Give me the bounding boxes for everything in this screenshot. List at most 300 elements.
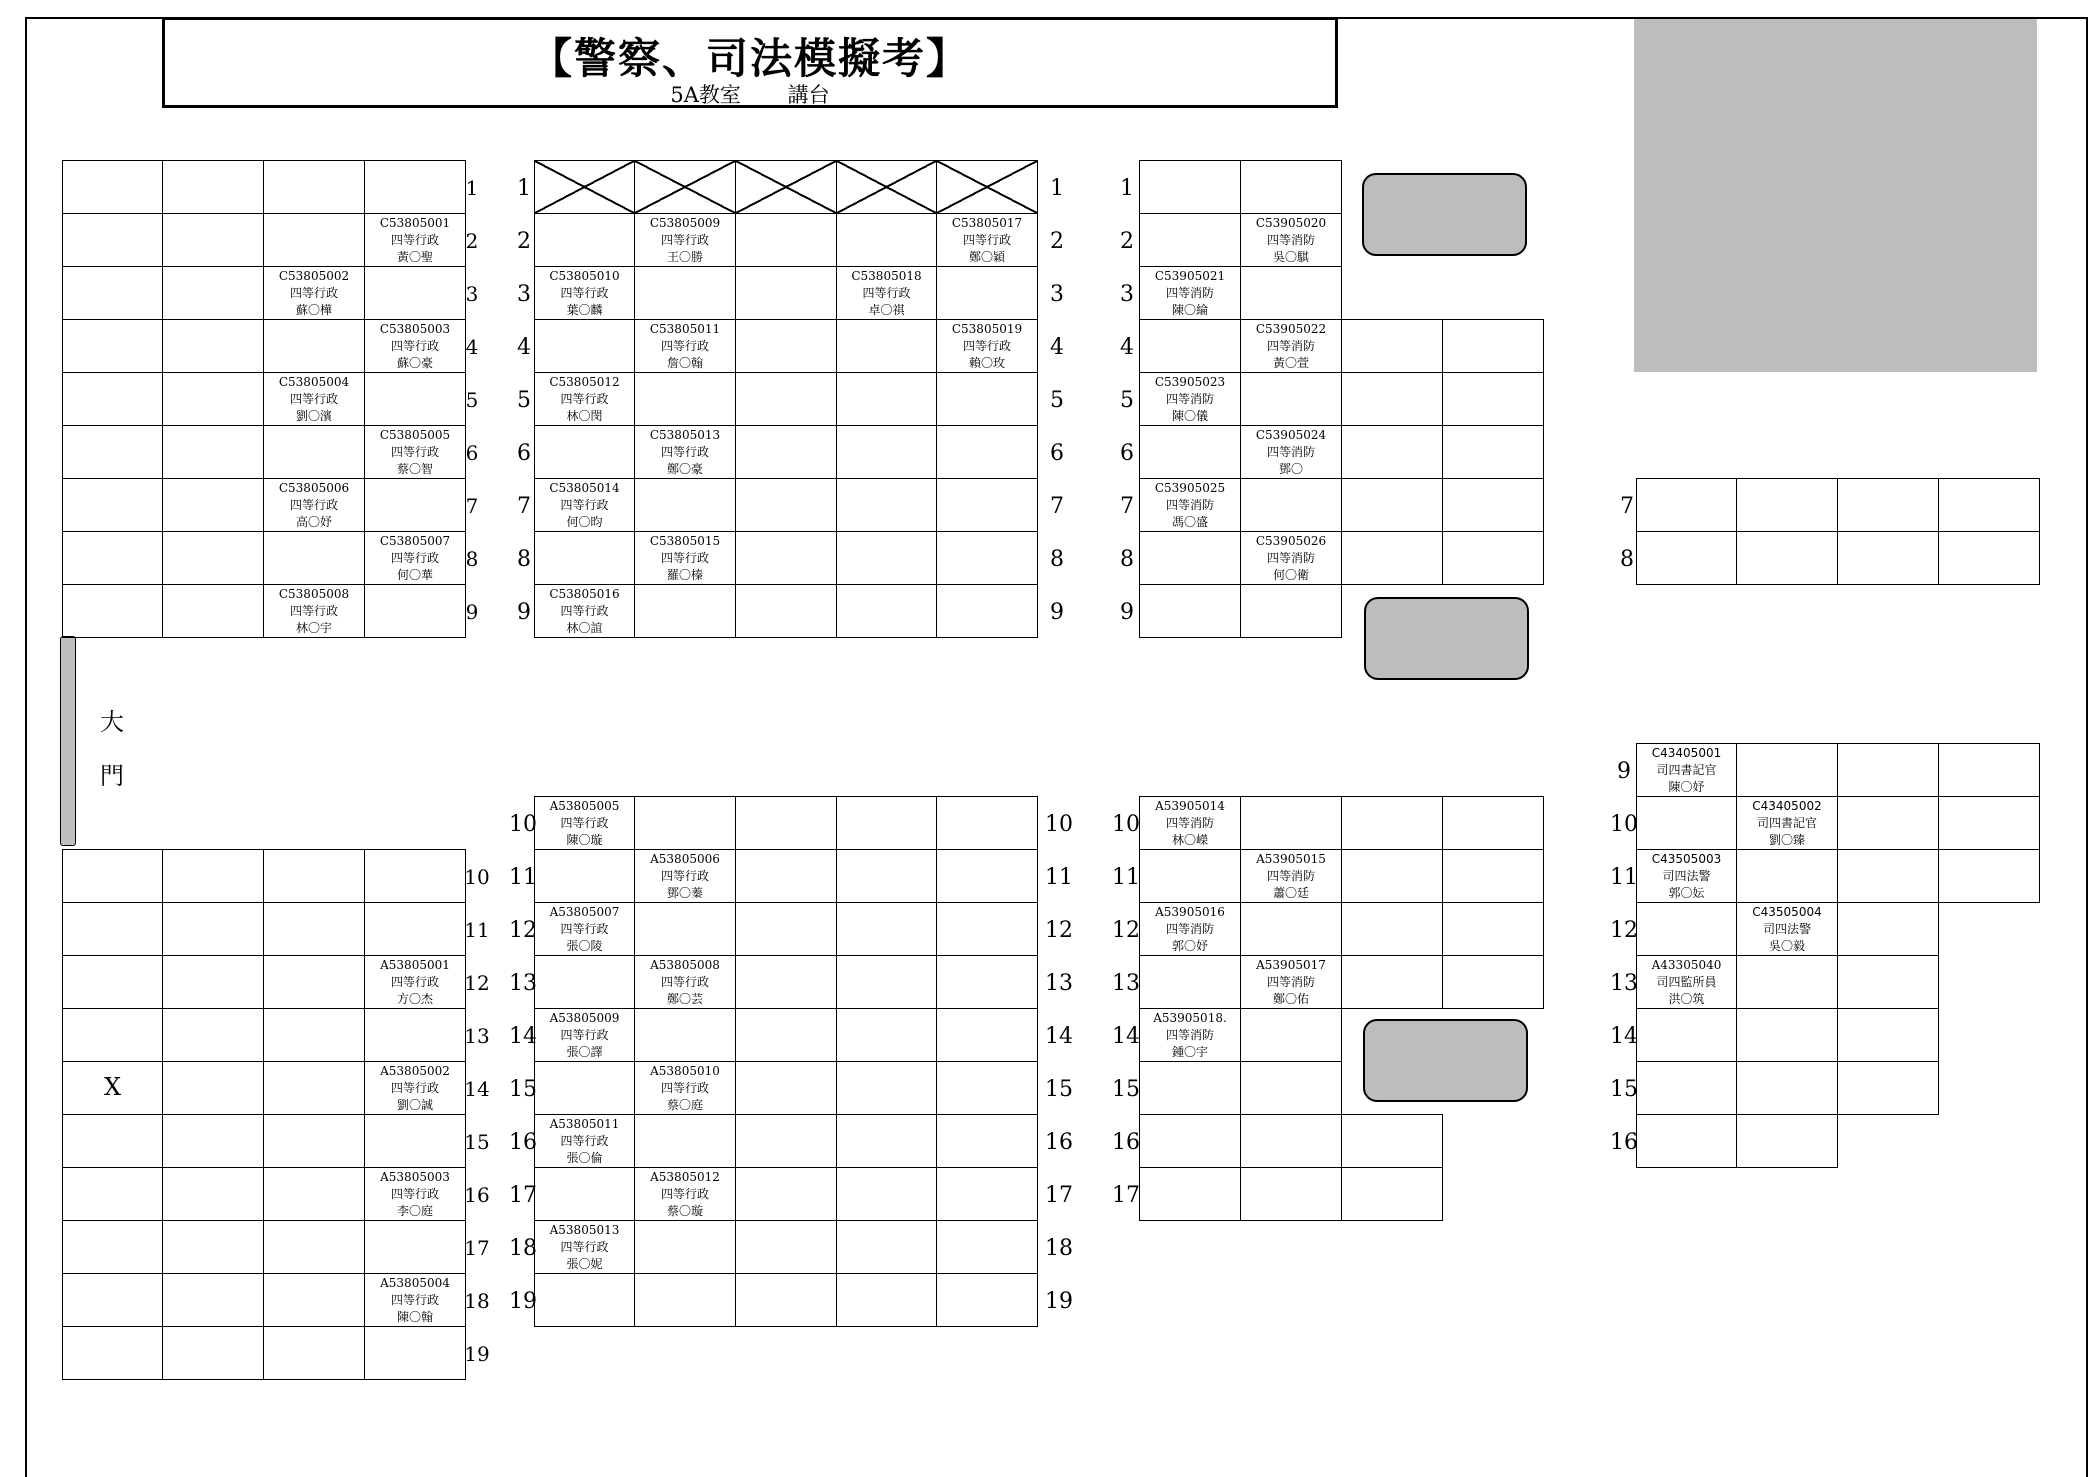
row-number: 19 [1045, 1289, 1073, 1314]
seat-name: 何〇衛 [1272, 567, 1309, 582]
seat-name: 吳〇毅 [1768, 938, 1805, 953]
seat [365, 161, 466, 214]
seat [837, 797, 937, 850]
seat-id: A53905016 [1155, 904, 1225, 919]
row-number: 2 [1120, 229, 1134, 254]
seat-A53805008 [635, 956, 736, 1009]
seat [163, 1062, 264, 1115]
seat [1637, 532, 1737, 585]
seat-dept: 四等消防 [1165, 497, 1214, 512]
seat-name: 陳〇綸 [1171, 302, 1208, 317]
seat-C53805006 [264, 479, 365, 532]
seat [365, 267, 466, 320]
row-numbers-top-center-right [1044, 162, 1070, 639]
seat [63, 1168, 163, 1221]
seat [736, 1062, 837, 1115]
seat-id: C53805006 [278, 480, 350, 495]
seat-dept: 四等行政 [962, 232, 1011, 247]
seat [837, 373, 937, 426]
seat-C53805005 [365, 426, 466, 479]
seat-dept: 四等行政 [660, 550, 709, 565]
seat-id: C53805008 [278, 586, 350, 601]
seat [63, 267, 163, 320]
seat [63, 903, 163, 956]
seat-unavailable [635, 161, 736, 214]
seat [264, 1168, 365, 1221]
seat [1140, 214, 1241, 267]
seat [63, 373, 163, 426]
seat-id: A53805011 [549, 1116, 620, 1131]
seat-name: 蔡〇智 [396, 461, 433, 476]
row-number: 17 [509, 1183, 537, 1208]
seat-A53905016 [1140, 903, 1241, 956]
seat-dept: 四等消防 [1266, 868, 1315, 883]
seat [163, 267, 264, 320]
seat-name: 林〇閔 [566, 408, 603, 423]
seat-C53905022 [1241, 320, 1342, 373]
seat-A43305040 [1637, 956, 1737, 1009]
seat [163, 373, 264, 426]
seat [63, 426, 163, 479]
seat-name: 張〇妮 [566, 1256, 603, 1271]
seat-dept: 四等行政 [390, 550, 439, 565]
seat [365, 850, 466, 903]
row-number: 17 [1045, 1183, 1073, 1208]
row-number: 7 [1050, 494, 1064, 519]
row-number: 1 [517, 176, 531, 201]
row-number: 14 [509, 1024, 537, 1049]
seat-name: 蕭〇廷 [1272, 885, 1309, 900]
seat-id: C53905021 [1154, 268, 1226, 283]
row-numbers-bottom-left [464, 851, 490, 1381]
row-number: 11 [464, 918, 490, 942]
seat-dept: 四等消防 [1266, 974, 1315, 989]
seat-A53805010 [635, 1062, 736, 1115]
seat-name: 羅〇榛 [666, 567, 703, 582]
seat [264, 956, 365, 1009]
seat [1838, 956, 1939, 1009]
seat [1838, 1062, 1939, 1115]
seat-A53805011 [535, 1115, 635, 1168]
row-number: 1 [1050, 176, 1064, 201]
seat [1241, 797, 1342, 850]
row-number: 9 [1617, 759, 1631, 784]
seat-name: 洪〇筑 [1668, 991, 1705, 1006]
row-number: 13 [1045, 971, 1073, 996]
seat-id: A53805003 [380, 1169, 450, 1184]
seat [535, 1168, 635, 1221]
seat-name: 吳〇騏 [1272, 249, 1309, 264]
seat-id: A53905017 [1256, 957, 1326, 972]
seat [837, 1009, 937, 1062]
row-number: 15 [1045, 1077, 1073, 1102]
seat [1241, 903, 1342, 956]
seat [1737, 479, 1838, 532]
seat-dept: 四等消防 [1266, 444, 1315, 459]
seat [1637, 1115, 1737, 1168]
seat-A53905017 [1241, 956, 1342, 1009]
seat [635, 1115, 736, 1168]
seat-unavailable [937, 161, 1038, 214]
podium-label: 講台 [787, 83, 830, 107]
seat [163, 1009, 264, 1062]
seat [365, 1115, 466, 1168]
seat-id: C53805001 [379, 215, 451, 230]
seat [264, 426, 365, 479]
seat [1637, 479, 1737, 532]
row-number: 16 [464, 1183, 490, 1207]
seat-C53805008 [264, 585, 365, 638]
row-number: 17 [464, 1236, 490, 1260]
seat-id: C43405001 [1651, 745, 1722, 760]
seat-id: A53805002 [380, 1063, 450, 1078]
seat [1637, 1009, 1737, 1062]
seat-C53905021 [1140, 267, 1241, 320]
seat-id: C53805015 [649, 533, 721, 548]
row-number: 6 [1050, 441, 1064, 466]
seat-dept: 四等行政 [660, 444, 709, 459]
row-number: 4 [1050, 335, 1064, 360]
seat [1342, 426, 1443, 479]
seat [264, 532, 365, 585]
row-number: 10 [509, 812, 537, 837]
seat-id: A53805004 [380, 1275, 450, 1290]
seat [837, 585, 937, 638]
seat-name: 何〇昀 [566, 514, 603, 529]
main-door [60, 636, 76, 846]
seat-C43405002 [1737, 797, 1838, 850]
seat-id: C53805009 [649, 215, 721, 230]
seat [163, 850, 264, 903]
row-number: 15 [509, 1077, 537, 1102]
seat-name: 鄧〇蓁 [666, 885, 703, 900]
seat [1342, 532, 1443, 585]
seat [736, 850, 837, 903]
seat-name: 鍾〇宇 [1171, 1044, 1208, 1059]
seat-dept: 司四法警 [1762, 921, 1811, 936]
seat-unavailable [837, 161, 937, 214]
row-number: 14 [464, 1077, 490, 1101]
seat-C53905020 [1241, 214, 1342, 267]
seat [1838, 1009, 1939, 1062]
seat-name: 何〇華 [396, 567, 433, 582]
seat [736, 903, 837, 956]
seat [1737, 1009, 1838, 1062]
seat-block-far-right-lower-b [1636, 902, 1939, 1115]
seat [837, 479, 937, 532]
seat-C53905024 [1241, 426, 1342, 479]
seat-dept: 四等行政 [660, 974, 709, 989]
seat-A53805004 [365, 1274, 466, 1327]
seat [1443, 426, 1544, 479]
seat-id: A53805001 [380, 957, 450, 972]
seat [1838, 532, 1939, 585]
seat [1241, 1115, 1342, 1168]
seat [63, 1274, 163, 1327]
seat-name: 張〇陵 [566, 938, 603, 953]
seat [264, 161, 365, 214]
seat [1737, 744, 1838, 797]
row-number: 16 [1112, 1130, 1140, 1155]
seat-id: C53805005 [379, 427, 451, 442]
seat-dept: 四等消防 [1165, 1027, 1214, 1042]
seat-id: C43505003 [1651, 851, 1722, 866]
seat-id: A53805005 [549, 798, 620, 813]
seat [365, 1009, 466, 1062]
seat [1443, 373, 1544, 426]
seat [937, 1168, 1038, 1221]
seat-name: 陳〇璇 [566, 832, 603, 847]
seat-C53805013 [635, 426, 736, 479]
seat [1140, 956, 1241, 1009]
seat-id: C53805014 [549, 480, 620, 495]
seat [1140, 1115, 1241, 1168]
row-number: 1 [1120, 176, 1134, 201]
seat-id: C53805018 [851, 268, 922, 283]
seat [365, 1221, 466, 1274]
seat [937, 1221, 1038, 1274]
seat-name: 王〇勝 [666, 249, 703, 264]
row-number: 13 [464, 1024, 490, 1048]
row-number: 15 [1112, 1077, 1140, 1102]
row-number: 11 [1112, 865, 1140, 890]
seat-block-far-right-lower-a [1636, 743, 2040, 903]
seat [1443, 479, 1544, 532]
row-number: 14 [1610, 1024, 1638, 1049]
seat-id: C53805012 [549, 374, 620, 389]
seat [163, 903, 264, 956]
seat [1140, 426, 1241, 479]
seat [264, 214, 365, 267]
row-number: 14 [1045, 1024, 1073, 1049]
seat [736, 585, 837, 638]
seat-C43505004 [1737, 903, 1838, 956]
seat-id: C53905023 [1154, 374, 1226, 389]
seat [163, 426, 264, 479]
seat-C53805014 [535, 479, 635, 532]
seat [1241, 585, 1342, 638]
row-number: 12 [1045, 918, 1073, 943]
row-number: 12 [1610, 918, 1638, 943]
seat-dept: 四等行政 [560, 1133, 609, 1148]
row-number: 9 [1120, 600, 1134, 625]
seat-dept: 四等行政 [289, 391, 338, 406]
seat-id: C53905026 [1255, 533, 1327, 548]
seat [1443, 320, 1544, 373]
title-box [162, 17, 1338, 108]
row-number: 2 [1050, 229, 1064, 254]
seat-dept: 四等行政 [962, 338, 1011, 353]
seat-dept: 四等行政 [390, 1186, 439, 1201]
row-number: 16 [509, 1130, 537, 1155]
seat [535, 956, 635, 1009]
seat-C43505003 [1637, 850, 1737, 903]
seat-block-top-right-c [1139, 584, 1342, 638]
seat [1737, 532, 1838, 585]
seat-A53805012 [635, 1168, 736, 1221]
seat [535, 320, 635, 373]
row-number: 7 [517, 494, 531, 519]
seat [736, 797, 837, 850]
seat-unavailable [736, 161, 837, 214]
seat [635, 267, 736, 320]
seat [937, 1115, 1038, 1168]
seat [535, 1062, 635, 1115]
seat [1342, 903, 1443, 956]
seat-C53905025 [1140, 479, 1241, 532]
seat-A53805002 [365, 1062, 466, 1115]
row-number: 13 [1112, 971, 1140, 996]
seat [1838, 797, 1939, 850]
seat [163, 214, 264, 267]
seat-name: 葉〇麟 [566, 302, 603, 317]
seat [365, 373, 466, 426]
seat-name: 劉〇誠 [396, 1097, 433, 1112]
seat [1637, 903, 1737, 956]
row-number: 8 [465, 547, 479, 571]
seat [937, 585, 1038, 638]
seat-dept: 四等行政 [660, 232, 709, 247]
seat-block-bottom-center [534, 796, 1038, 1327]
seat [736, 1274, 837, 1327]
seat-A53805006 [635, 850, 736, 903]
seat-dept: 四等行政 [560, 497, 609, 512]
seat [264, 1115, 365, 1168]
row-number: 5 [465, 388, 479, 412]
seat [736, 956, 837, 1009]
seat [736, 1221, 837, 1274]
seat-name: 馮〇盛 [1171, 514, 1208, 529]
seat [937, 267, 1038, 320]
seat [736, 1115, 837, 1168]
row-number: 16 [1610, 1130, 1638, 1155]
seat-dept: 四等行政 [289, 603, 338, 618]
seat [163, 1168, 264, 1221]
seat-A53805003 [365, 1168, 466, 1221]
seat [163, 532, 264, 585]
seat-C53805004 [264, 373, 365, 426]
seat-id: C53805007 [379, 533, 451, 548]
row-number: 10 [1045, 812, 1073, 837]
seat [264, 1009, 365, 1062]
seat [1140, 320, 1241, 373]
seat-name: 林〇宇 [295, 620, 332, 635]
seat-name: 陳〇翰 [396, 1309, 433, 1324]
seat-name: 蔡〇璇 [666, 1203, 703, 1218]
seat [1342, 797, 1443, 850]
seat-dept: 四等行政 [289, 285, 338, 300]
seat [1838, 744, 1939, 797]
row-number: 18 [464, 1289, 490, 1313]
seat-id: A53805008 [650, 957, 720, 972]
seat-A53905015 [1241, 850, 1342, 903]
seat [736, 426, 837, 479]
seat-name: 郭〇妘 [1668, 885, 1705, 900]
seat-dept: 四等消防 [1266, 550, 1315, 565]
seat [937, 797, 1038, 850]
row-number: 8 [1050, 547, 1064, 572]
seat-name: 張〇倫 [566, 1150, 603, 1165]
seat-id: C53805017 [951, 215, 1023, 230]
seat [535, 214, 635, 267]
seat [264, 1221, 365, 1274]
row-numbers-bottom-right [1112, 798, 1140, 1222]
seat [163, 320, 264, 373]
seat [1838, 903, 1939, 956]
row-number: 6 [1120, 441, 1134, 466]
seat [837, 1062, 937, 1115]
seat-name: 蘇〇豪 [396, 355, 433, 370]
seat-dept: 四等行政 [560, 921, 609, 936]
seat-name: 詹〇翰 [666, 355, 703, 370]
seat [837, 1168, 937, 1221]
seat [837, 1221, 937, 1274]
seat-id: C43505004 [1752, 904, 1822, 919]
seat [1140, 850, 1241, 903]
seat [63, 1221, 163, 1274]
seat-C53805010 [535, 267, 635, 320]
row-numbers-top-right [1117, 162, 1137, 639]
row-number: 2 [517, 229, 531, 254]
row-number: 15 [464, 1130, 490, 1154]
seat [63, 479, 163, 532]
reserved-gray-area [1634, 19, 2037, 372]
seat [635, 479, 736, 532]
seat [1939, 532, 2040, 585]
seat [837, 320, 937, 373]
seat [937, 532, 1038, 585]
seat [1241, 479, 1342, 532]
seat [635, 373, 736, 426]
row-number: 12 [464, 971, 490, 995]
seat [1241, 373, 1342, 426]
seat-name: 卓〇祺 [868, 302, 905, 317]
seat-dept: 四等消防 [1165, 285, 1214, 300]
row-number: 1 [465, 176, 479, 200]
row-number: 18 [1045, 1236, 1073, 1261]
pillar-block-3 [1363, 1019, 1528, 1102]
row-number: 4 [465, 335, 479, 359]
row-number: 19 [464, 1342, 490, 1366]
room-podium-line [165, 79, 1335, 109]
seat-id: A53805006 [650, 851, 720, 866]
seat [736, 1009, 837, 1062]
row-number: 9 [465, 600, 479, 624]
seat-C53905023 [1140, 373, 1241, 426]
seat-id: C53805019 [951, 321, 1023, 336]
seat-C53805017 [937, 214, 1038, 267]
seat [837, 850, 937, 903]
seat [837, 903, 937, 956]
seat-block-top-left [62, 160, 466, 638]
seat [163, 479, 264, 532]
seat-dept: 四等行政 [390, 1292, 439, 1307]
seat-dept: 四等行政 [560, 391, 609, 406]
door-label-1: 大 [100, 708, 124, 736]
seat-dept: 四等消防 [1165, 391, 1214, 406]
seat-dept: 司四書記官 [1656, 762, 1717, 777]
seat-id: A53805007 [549, 904, 620, 919]
seat [1443, 956, 1544, 1009]
row-number: 9 [1050, 600, 1064, 625]
seat-name: 陳〇妤 [1668, 779, 1705, 794]
row-number: 8 [1620, 547, 1634, 572]
row-numbers-bottom-center-right [1044, 798, 1074, 1328]
seat [163, 1115, 264, 1168]
seat [736, 1168, 837, 1221]
seat [535, 426, 635, 479]
row-number: 14 [1112, 1024, 1140, 1049]
